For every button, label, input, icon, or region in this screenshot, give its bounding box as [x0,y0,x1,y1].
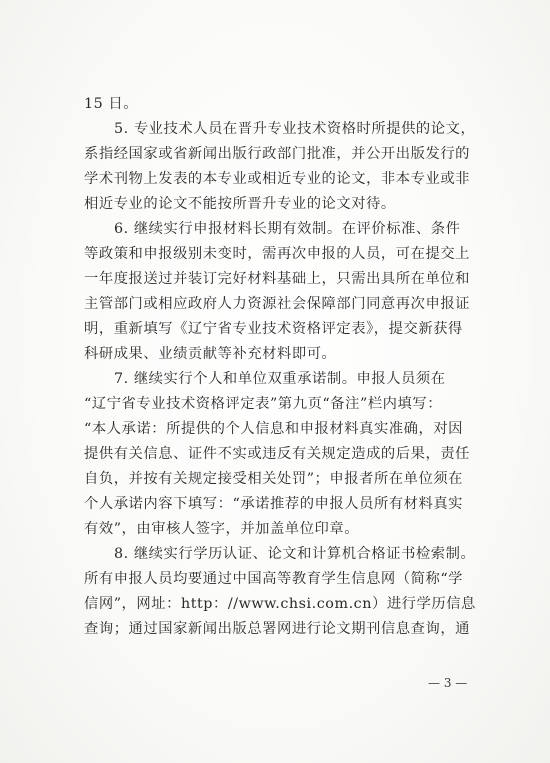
paragraph-6-start: 6. 继续实行申报材料长期有效制。在评价标准、条件 [114,221,461,237]
document-body [84,92,484,642]
page-number: — 3 — [428,676,468,690]
text-line: 相近专业的论文不能按所晋升专业的论文对待。 [84,196,396,212]
text-line: 信网”，网址：http：//www.chsi.com.cn）进行学历信息 [84,596,476,612]
text-line: 查询；通过国家新闻出版总署网进行论文期刊信息查询，通 [84,621,471,637]
text-line: 所有申报人员均要通过中国高等教育学生信息网（简称“学 [84,571,464,587]
text-line: 系指经国家或省新闻出版行政部门批准，并公开出版发行的 [84,146,471,162]
text-line: 等政策和申报级别未变时，需再次申报的人员，可在提交上 [84,246,471,262]
text-line: 个人承诺内容下填写：“承诺推荐的申报人员所有材料真实 [84,496,464,512]
text-line: “本人承诺：所提供的个人信息和申报材料真实准确，对因 [84,421,464,437]
text-line: 15 日。 [84,96,139,112]
text-line: 科研成果、业绩贡献等补充材料即可。 [84,346,337,362]
text-line: 自负，并按有关规定接受相关处罚”；申报者所在单位须在 [84,471,464,487]
text-line: 主管部门或相应政府人力资源社会保障部门同意再次申报证 [84,296,471,312]
text-line: 有效”，由审核人签字，并加盖单位印章。 [84,521,360,537]
text-line: 明，重新填写《辽宁省专业技术资格评定表》，提交新获得 [84,321,463,337]
text-line: 学术刊物上发表的本专业或相近专业的论文，非本专业或非 [84,171,471,187]
text-line: 提供有关信息、证件不实或违反有关规定造成的后果，责任 [84,446,471,462]
text-line: 一年度报送过并装订完好材料基础上，只需出具所在单位和 [84,271,471,287]
paragraph-5-start: 5. 专业技术人员在晋升专业技术资格时所提供的论文， [114,121,476,137]
text-line: “辽宁省专业技术资格评定表”第九页“备注”栏内填写： [84,396,443,412]
paragraph-7-start: 7. 继续实行个人和单位双重承诺制。申报人员须在 [114,371,446,387]
paragraph-8-start: 8. 继续实行学历认证、论文和计算机合格证书检索制。 [114,546,476,562]
